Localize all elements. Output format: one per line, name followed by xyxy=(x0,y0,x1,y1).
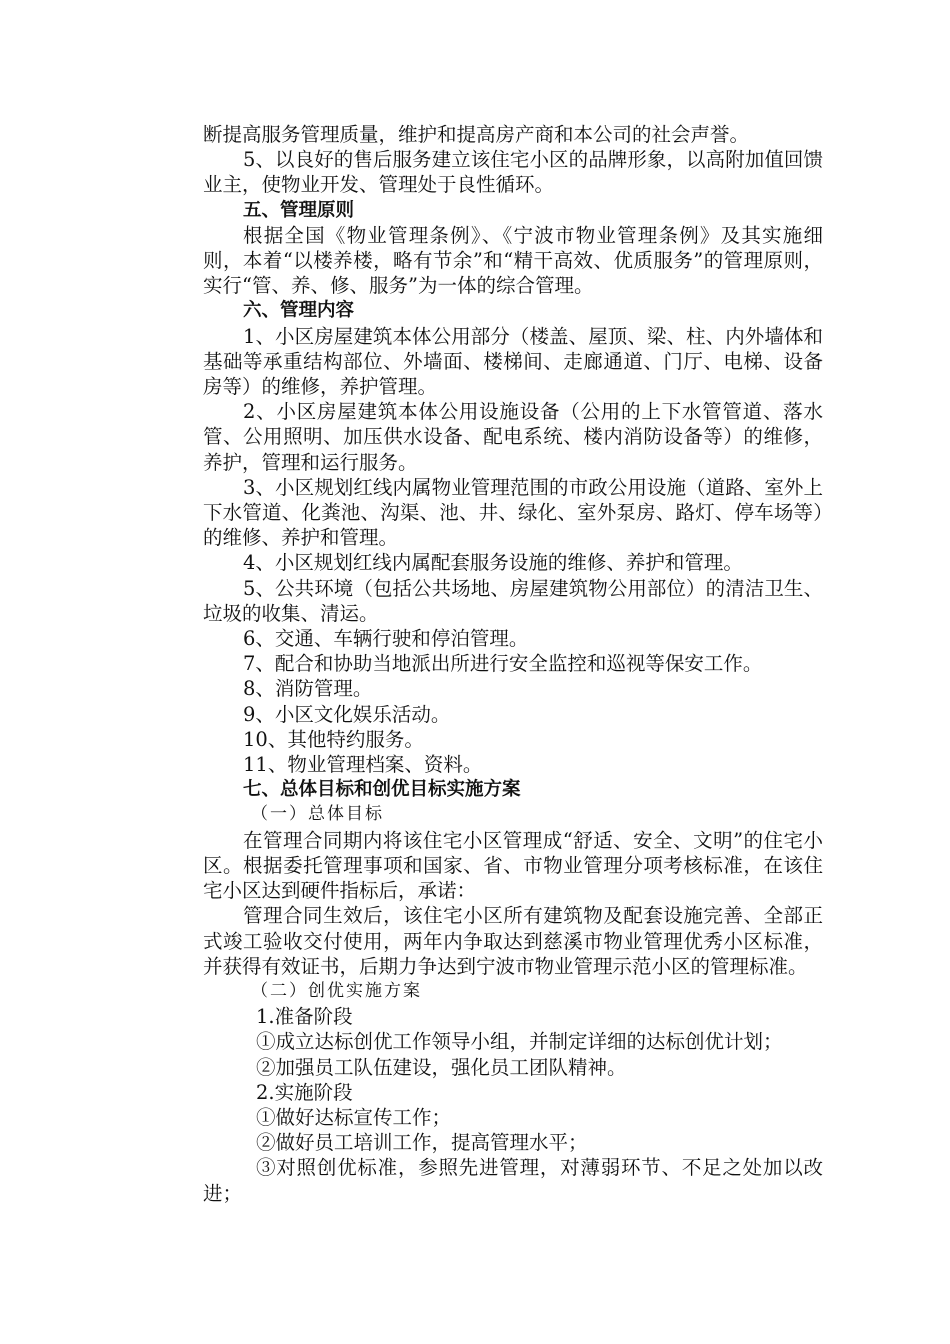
paragraph: 管理合同生效后，该住宅小区所有建筑物及配套设施完善、全部正式竣工验收交付使用，两年内争取达到慈溪市物业管理优秀小区标准，并获得有效证书，后期力争达到宁波市物业管理示范小区的管理标准。 xyxy=(203,904,823,978)
section-heading: 七、总体目标和创优目标实施方案 xyxy=(243,779,521,801)
section-heading: 六、管理内容 xyxy=(243,300,355,322)
paragraph: 断提高服务管理质量，维护和提高房产商和本公司的社会声誉。 xyxy=(203,123,750,146)
list-item: 7、配合和协助当地派出所进行安全监控和巡视等保安工作。 xyxy=(243,652,763,676)
section-heading: 五、管理原则 xyxy=(243,199,355,221)
step-item: ③对照创优标准，参照先进管理，对薄弱环节、不足之处加以改进； xyxy=(203,1156,823,1205)
document-page xyxy=(203,122,823,1206)
subsection-heading: （二）创优实施方案 xyxy=(251,980,422,1001)
paragraph: 根据全国《物业管理条例》、《宁波市物业管理条例》及其实施细则，本着“以楼养楼，略有节余”和“精干高效、优质服务”的管理原则，实行“管、养、修、服务”为一体的综合管理。 xyxy=(203,223,823,298)
paragraph: 在管理合同期内将该住宅小区管理成“舒适、安全、文明”的住宅小区。根据委托管理事项和国家、省、市物业管理分项考核标准，在该住宅小区达到硬件指标后，承诺： xyxy=(203,828,823,903)
list-item: 9、小区文化娱乐活动。 xyxy=(243,702,451,726)
list-item: 6、交通、车辆行驶和停泊管理。 xyxy=(243,627,529,651)
list-item: 8、消防管理。 xyxy=(243,677,373,701)
step-item: ①做好达标宣传工作； xyxy=(256,1105,452,1129)
list-item: 3、小区规划红线内属物业管理范围的市政公用设施（道路、室外上下水管道、化粪池、沟渠、池、井、绿化、室外泵房、路灯、停车场等）的维修、养护和管理。 xyxy=(203,475,823,550)
step-item: ②加强员工队伍建设，强化员工团队精神。 xyxy=(256,1055,627,1079)
step-item: 2.实施阶段 xyxy=(256,1080,353,1104)
list-item: 2、小区房屋建筑本体公用设施设备（公用的上下水管管道、落水管、公用照明、加压供水设备、配电系统、楼内消防设备等）的维修，养护，管理和运行服务。 xyxy=(203,400,823,474)
subsection-heading: （一）总体目标 xyxy=(251,804,384,825)
list-item: 1、小区房屋建筑本体公用部分（楼盖、屋顶、梁、柱、内外墙体和基础等承重结构部位、外墙面、楼梯间、走廊通道、门厅、电梯、设备房等）的维修，养护管理。 xyxy=(203,324,823,399)
list-item: 11、物业管理档案、资料。 xyxy=(243,753,483,777)
paragraph: 5、以良好的售后服务建立该住宅小区的品牌形象，以高附加值回馈业主，使物业开发、管理处于良性循环。 xyxy=(203,148,823,197)
list-item: 10、其他特约服务。 xyxy=(243,727,424,751)
list-item: 5、公共环境（包括公共场地、房屋建筑物公用部位）的清洁卫生、垃圾的收集、清运。 xyxy=(203,576,823,625)
step-item: ①成立达标创优工作领导小组，并制定详细的达标创优计划； xyxy=(256,1030,783,1054)
step-item: 1.准备阶段 xyxy=(256,1005,353,1029)
step-item: ②做好员工培训工作，提高管理水平； xyxy=(256,1131,588,1155)
list-item: 4、小区规划红线内属配套服务设施的维修、养护和管理。 xyxy=(243,551,743,575)
